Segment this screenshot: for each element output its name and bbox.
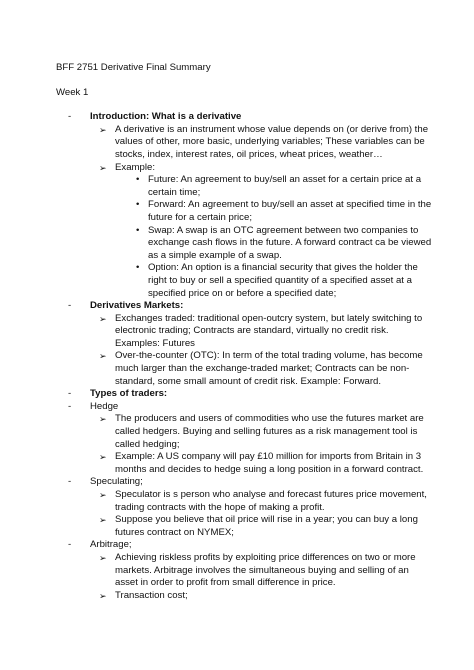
- outline-item-level-1: [56, 401, 434, 414]
- outline-item-text: Future: An agreement to buy/sell an asset for a certain price at a certain time;: [148, 174, 422, 198]
- dot-bullet-icon: •: [136, 224, 140, 236]
- dash-bullet-icon: -: [68, 539, 72, 551]
- outline-item-text: Achieving riskless profits by exploiting price differences on two or more markets. Arbitrage involves the simultaneous buying and selling of an asset in order to profit from small difference in price.: [115, 551, 416, 589]
- outline-item-text: Over-the-counter (OTC): In term of the total trading volume, has become much larger than the exchange-traded market; Contracts can be non-standard, some small amount of credit risk. Example: Forward.: [115, 350, 423, 387]
- document-title: BFF 2751 Derivative Final Summary: [56, 62, 211, 73]
- outline-item-level-1: [56, 476, 434, 489]
- arrow-bullet-icon: ➢: [99, 162, 107, 173]
- outline-item-level-2: [56, 313, 434, 351]
- arrow-bullet-icon: ➢: [99, 452, 107, 463]
- dash-bullet-icon: -: [68, 388, 72, 400]
- arrow-bullet-icon: ➢: [99, 515, 107, 526]
- outline-item-level-1: [56, 388, 434, 401]
- outline-item-level-2: [56, 552, 434, 590]
- outline-item-text: Derivatives Markets:: [90, 300, 184, 312]
- arrow-bullet-icon: ➢: [99, 552, 107, 563]
- outline-item-text: Example:: [115, 161, 155, 173]
- outline-item-level-3: [56, 199, 434, 224]
- outline-item-text: Hedge: [90, 400, 119, 412]
- outline-item-level-1: [56, 111, 434, 124]
- outline-item-level-2: [56, 451, 434, 476]
- outline-item-level-2: [56, 413, 434, 451]
- outline-item-text: Transaction cost;: [115, 589, 188, 601]
- outline-item-text: Introduction: What is a derivative: [90, 111, 242, 123]
- outline-item-level-2: [56, 514, 434, 539]
- arrow-bullet-icon: ➢: [99, 313, 107, 324]
- arrow-bullet-icon: ➢: [99, 124, 107, 135]
- dash-bullet-icon: -: [68, 476, 72, 488]
- outline-item-level-1: [56, 539, 434, 552]
- outline-item-level-1: [56, 300, 434, 313]
- week-heading: Week 1: [56, 86, 89, 98]
- outline-item-level-2: [56, 124, 434, 162]
- outline-item-text: Option: An option is a financial security that gives the holder the right to buy or sell a specified quantity of a specified asset at a specified price on or before a specified date;: [148, 262, 418, 299]
- outline-item-text: Speculator is s person who analyse and forecast futures price movement, trading contracts with the hope of making a profit.: [115, 489, 427, 513]
- dash-bullet-icon: -: [68, 111, 72, 123]
- arrow-bullet-icon: ➢: [99, 414, 107, 425]
- outline-item-text: Speculating;: [90, 476, 143, 488]
- dot-bullet-icon: •: [136, 199, 140, 211]
- outline-item-text: Swap: A swap is an OTC agreement between two companies to exchange cash flows in the future. A forward contract ca be viewed as a simple example of a swap.: [148, 224, 432, 261]
- outline-item-level-2: [56, 350, 434, 388]
- outline-item-level-3: [56, 225, 434, 263]
- dot-bullet-icon: •: [136, 174, 140, 186]
- outline-item-text: Types of traders:: [90, 388, 168, 400]
- outline-item-text: Forward: An agreement to buy/sell an asset at specified time in the future for a certain price;: [148, 199, 432, 223]
- dot-bullet-icon: •: [136, 262, 140, 274]
- arrow-bullet-icon: ➢: [99, 490, 107, 500]
- outline-item-level-2: [56, 162, 434, 175]
- dash-bullet-icon: -: [68, 400, 72, 412]
- arrow-bullet-icon: ➢: [99, 351, 107, 362]
- outline-item-level-2: [56, 489, 434, 514]
- dash-bullet-icon: -: [68, 300, 72, 312]
- outline-item-text: Suppose you believe that oil price will rise in a year; you can buy a long futures contract on NYMEX;: [115, 514, 418, 538]
- outline-item-text: Arbitrage;: [90, 539, 132, 551]
- outline-item-text: A derivative is an instrument whose value depends on (or derive from) the values of other, more basic, underlying variables; These variables can be stocks, index, interest rates, oil prices, wheat prices, weather…: [115, 123, 429, 160]
- arrow-bullet-icon: ➢: [99, 590, 107, 601]
- outline-item-level-3: [56, 174, 434, 199]
- outline-item-text: Exchanges traded: traditional open-outcry system, but lately switching to electronic trading; Contracts are standard, virtually no credit risk. Examples: Futures: [115, 312, 423, 349]
- outline-item-text: Example: A US company will pay £10 million for imports from Britain in 3 months and decides to hedge suing a long position in a forward contract.: [115, 451, 424, 475]
- outline-item-level-2: [56, 590, 434, 603]
- outline-list: [56, 111, 434, 602]
- outline-item-text: The producers and users of commodities who use the futures market are called hedgers. Buying and selling futures as a risk management tool is called hedging;: [115, 413, 424, 450]
- outline-item-level-3: [56, 262, 434, 300]
